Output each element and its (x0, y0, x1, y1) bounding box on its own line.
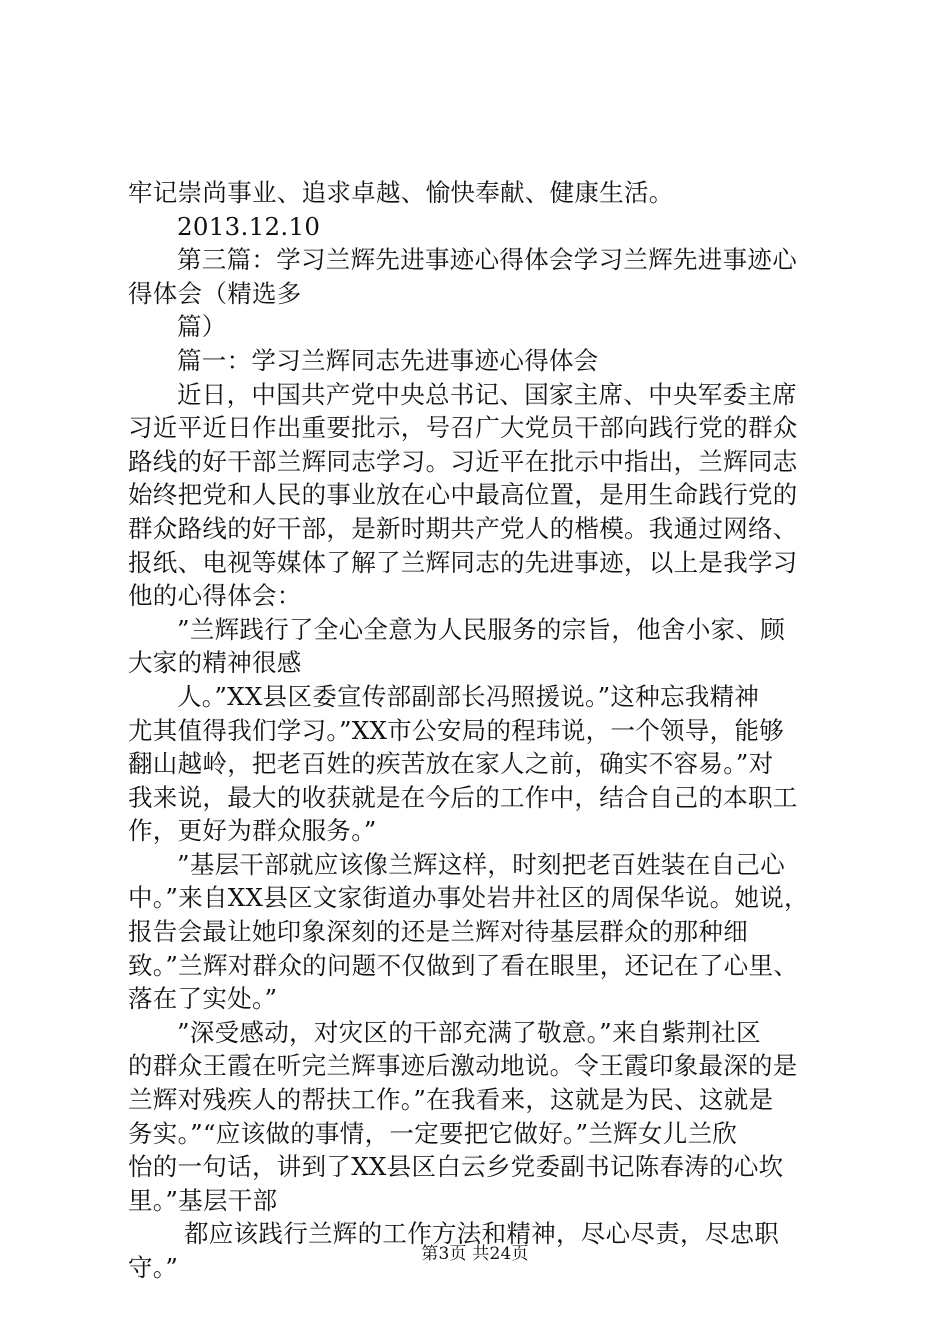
date-line: 2013.12.10 (177, 211, 321, 241)
section-heading-cont: 篇） (177, 312, 227, 342)
text-line: ”兰辉践行了全心全意为人民服务的宗旨，他舍小家、顾 (177, 614, 786, 644)
section-heading-cont: 得体会（精选多 (128, 278, 302, 308)
text-line: 怡的一句话，讲到了XX县区白云乡党委副书记陈春涛的心坎 (128, 1152, 784, 1182)
text-line: 习近平近日作出重要批示，号召广大党员干部向践行党的群众 (128, 413, 798, 443)
text-line: ”基层干部就应该像兰辉这样，时刻把老百姓装在自己心 (177, 849, 786, 879)
text-line: 他的心得体会： (128, 581, 302, 611)
text-line: 务实。”“应该做的事情，一定要把它做好。”兰辉女儿兰欣 (128, 1118, 738, 1148)
text-line: 始终把党和人民的事业放在心中最高位置，是用生命践行党的 (128, 480, 798, 510)
text-line: ”深受感动，对灾区的干部充满了敬意。”来自紫荆社区 (177, 1017, 761, 1047)
text-line: 人。”XX县区委宣传部副部长冯照援说。”这种忘我精神 (177, 681, 760, 711)
text-line: 我来说，最大的收获就是在今后的工作中，结合自己的本职工 (128, 782, 798, 812)
text-line: 报纸、电视等媒体了解了兰辉同志的先进事迹，以上是我学习 (128, 547, 798, 577)
text-line: 致。”兰辉对群众的问题不仅做到了看在眼里，还记在了心里、 (128, 950, 799, 980)
article-title: 篇一：学习兰辉同志先进事迹心得体会 (177, 345, 599, 375)
document-body (128, 176, 833, 1285)
text-line: 群众路线的好干部，是新时期共产党人的楷模。我通过网络、 (128, 513, 798, 543)
text-line: 落在了实处。” (128, 984, 278, 1014)
text-line: 报告会最让她印象深刻的还是兰辉对待基层群众的那种细 (128, 917, 748, 947)
text-line: 作，更好为群众服务。” (128, 816, 377, 846)
section-heading: 第三篇：学习兰辉先进事迹心得体会学习兰辉先进事迹心 (177, 245, 797, 275)
text-line: 兰辉对残疾人的帮扶工作。”在我看来，这就是为民、这就是 (128, 1085, 774, 1115)
text-line: 尤其值得我们学习。”XX市公安局的程玮说，一个领导，能够 (128, 715, 785, 745)
text-line: 中。”来自XX县区文家街道办事处岩井社区的周保华说。她说， (128, 883, 809, 913)
text-line: 近日，中国共产党中央总书记、国家主席、中央军委主席 (177, 379, 797, 409)
text-line: 路线的好干部兰辉同志学习。习近平在批示中指出，兰辉同志 (128, 446, 798, 476)
page-number-footer: 第3页 共24页 (421, 1244, 529, 1264)
text-line: 守。” (128, 1253, 179, 1282)
text-line: 里。”基层干部 (128, 1185, 278, 1215)
text-line: 翻山越岭，把老百姓的疾苦放在家人之前，确实不容易。”对 (128, 749, 774, 779)
text-line: 大家的精神很感 (128, 648, 302, 678)
text-line: 都应该践行兰辉的工作方法和精神，尽心尽责，尽忠职 (184, 1219, 780, 1249)
text-line: 牢记崇尚事业、追求卓越、愉快奉献、健康生活。 (128, 178, 674, 207)
text-line: 的群众王霞在听完兰辉事迹后激动地说。令王霞印象最深的是 (128, 1051, 798, 1081)
